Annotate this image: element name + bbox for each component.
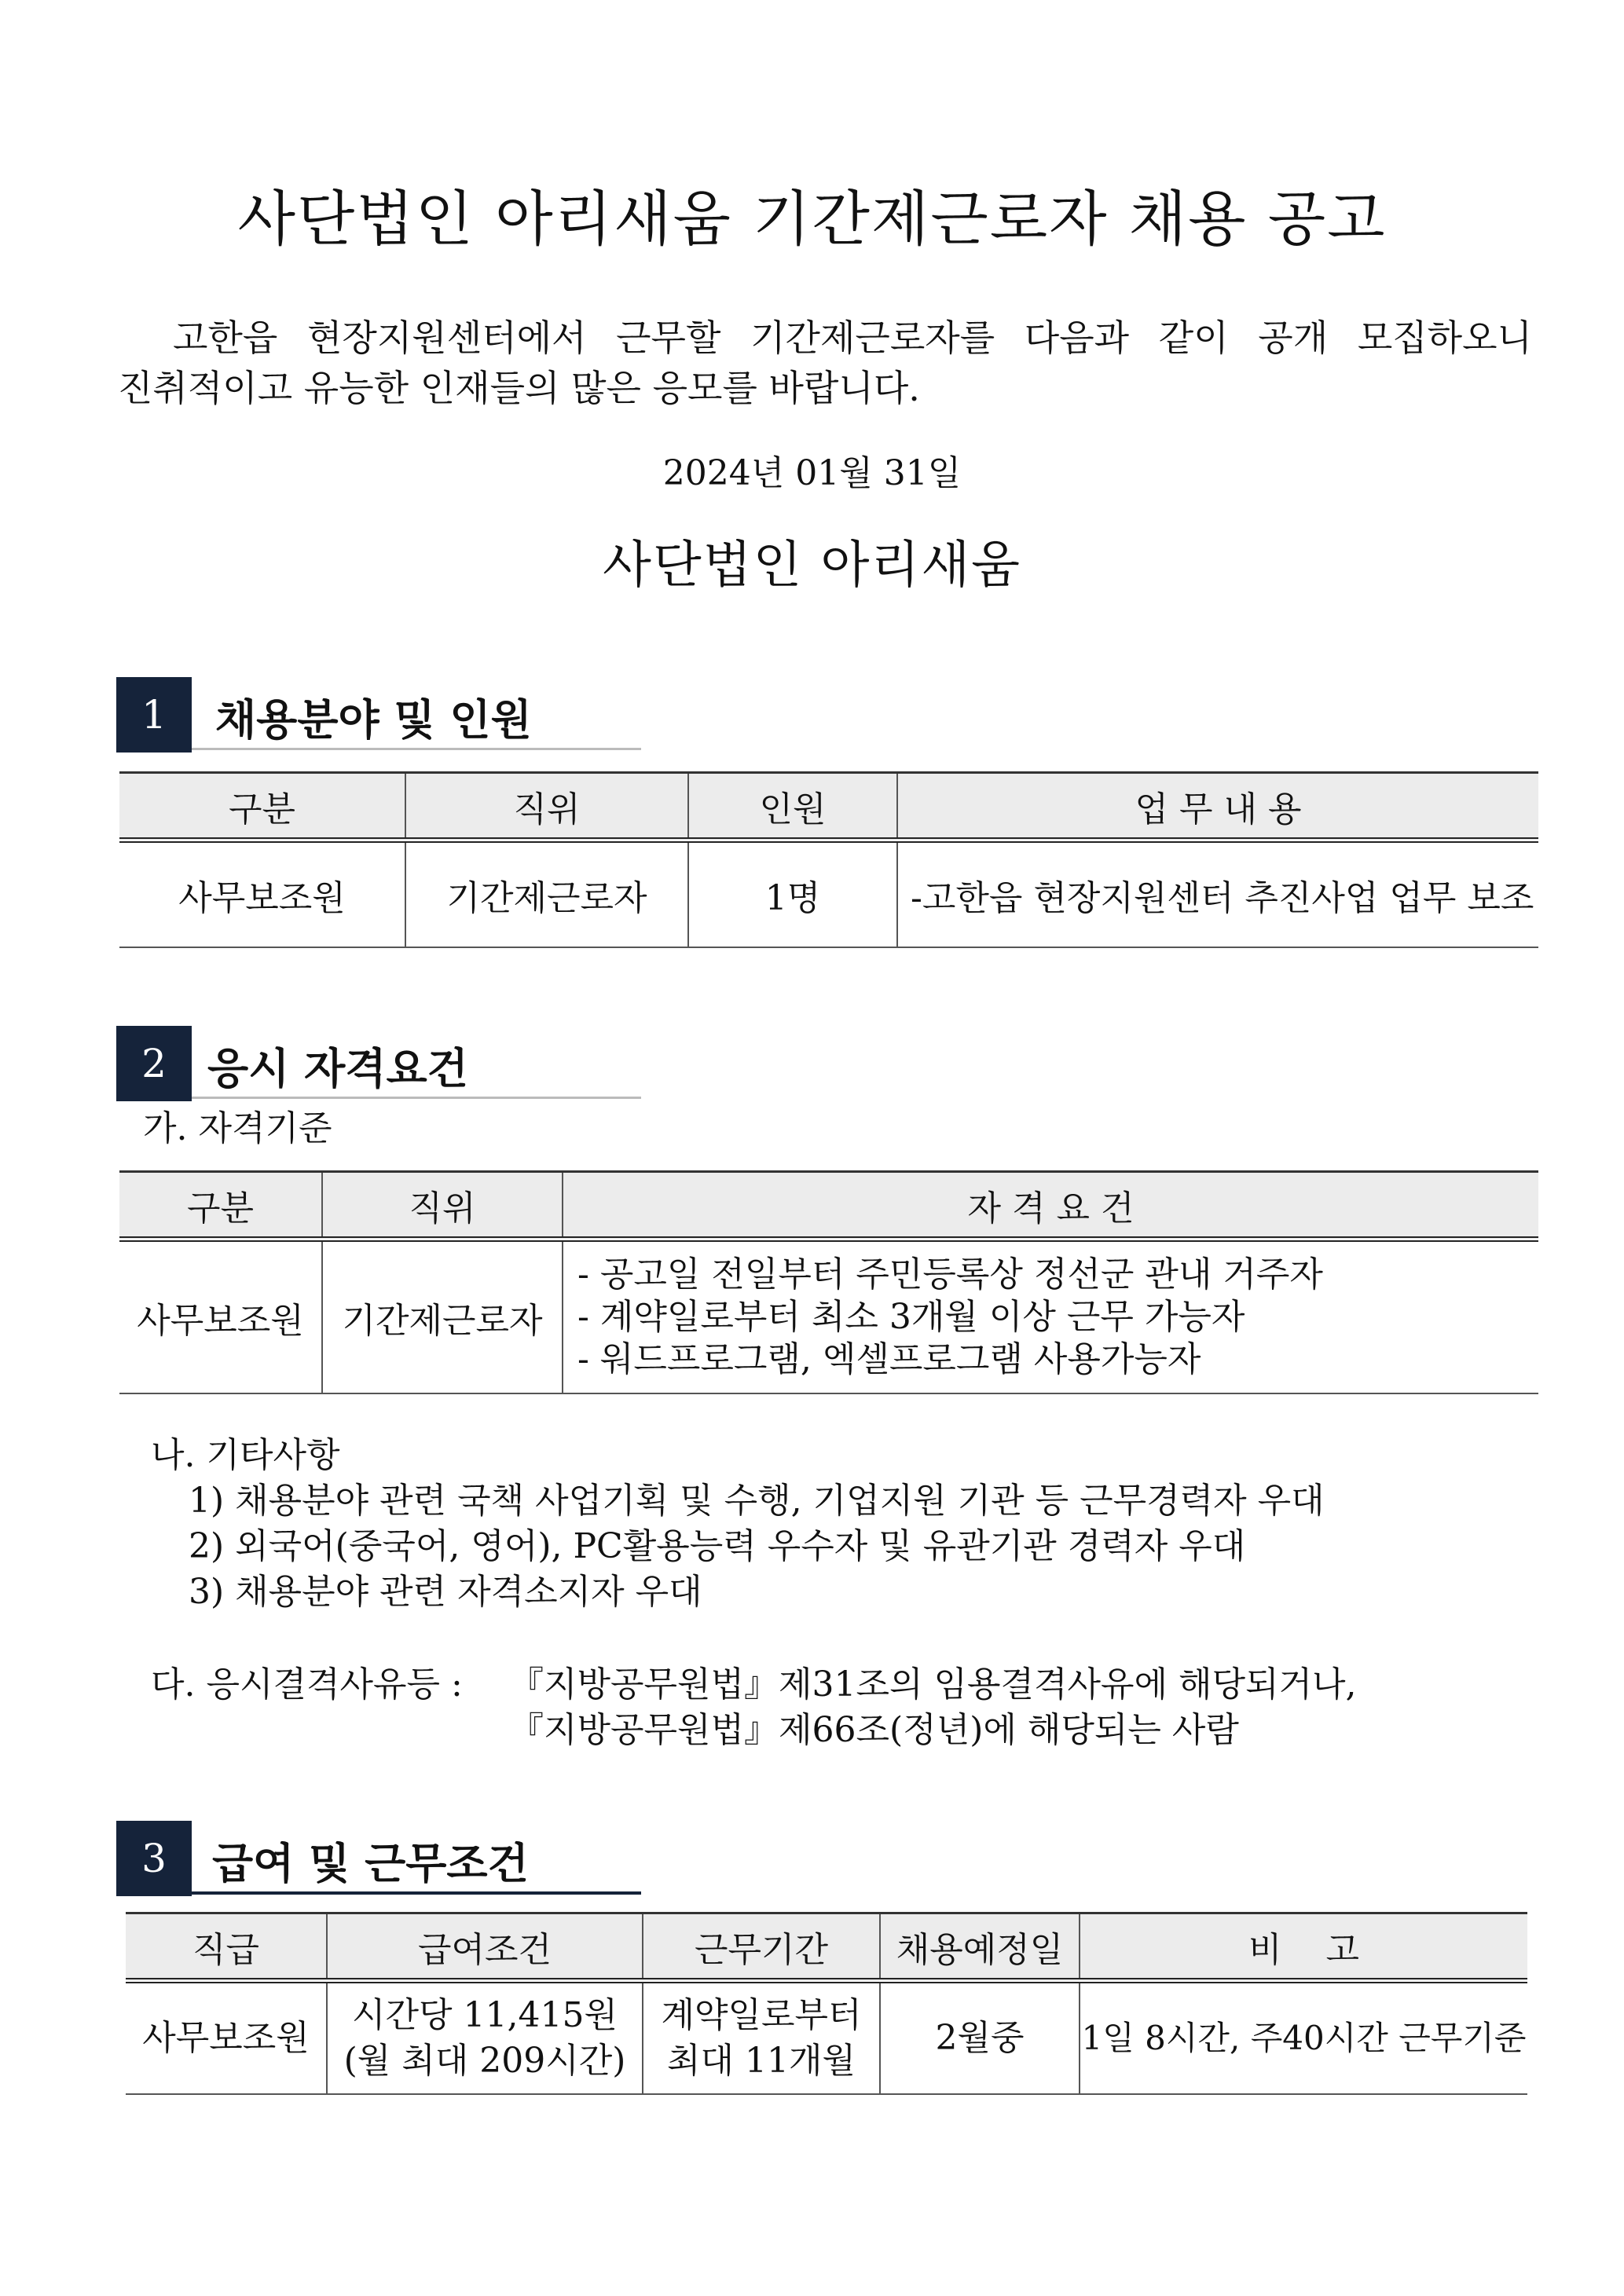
header-grade: 직급: [126, 1913, 327, 1981]
cell-position: 기간제근로자: [322, 1240, 563, 1393]
section-3-number: 3: [116, 1821, 192, 1896]
disqualification-line-1: 『지방공무원법』제31조의 임용결격사유에 해당되거나,: [509, 1664, 1357, 1705]
disqualification-line-2: 『지방공무원법』제66조(정년)에 해당되는 사람: [509, 1710, 1239, 1750]
etc-item-1: 1) 채용분야 관련 국책 사업기획 및 수행, 기업지원 기관 등 근무경력자 우대: [189, 1481, 1325, 1521]
table-row: [119, 1240, 1538, 1393]
pay-line-2: (월 최대 209시간): [343, 2040, 626, 2081]
header-requirements: 자 격 요 건: [563, 1172, 1538, 1240]
cell-note: 1일 8시간, 주40시간 근무기준: [1080, 1981, 1527, 2094]
period-line-1: 계약일로부터: [661, 1994, 862, 2035]
cell-position: 기간제근로자: [405, 840, 688, 947]
cell-pay: [327, 1981, 643, 2094]
header-pay: 급여조건: [327, 1913, 643, 1981]
etc-item-2: 2) 외국어(중국어, 영어), PC활용능력 우수자 및 유관기관 경력자 우대: [189, 1526, 1246, 1566]
disqualification-label: 다. 응시결격사유등 :: [151, 1664, 463, 1705]
intro-line-2: 진취적이고 유능한 인재들의 많은 응모를 바랍니다.: [118, 367, 920, 409]
organization-name: 사단법인 아리새움: [603, 536, 1021, 595]
cell-duties: -고한읍 현장지원센터 추진사업 업무 보조: [897, 840, 1538, 947]
pay-line-1: 시간당 11,415원: [352, 1994, 618, 2035]
intro-paragraph: [118, 313, 1532, 413]
cell-headcount: 1명: [688, 840, 897, 947]
page-title: 사단법인 아리새움 기간제근로자 채용 공고: [237, 184, 1387, 254]
header-note: 비 고: [1080, 1913, 1527, 1981]
intro-line-1: 고한읍 현장지원센터에서 근무할 기간제근로자를 다음과 같이 공개 모집하오니: [173, 317, 1532, 359]
section-2-title: 응시 자격요건: [207, 1044, 468, 1093]
table-row: [119, 840, 1538, 947]
section-1-title: 채용분야 및 인원: [215, 695, 532, 745]
cell-period: [643, 1981, 880, 2094]
salary-table: [126, 1912, 1527, 2095]
section-1-number: 1: [116, 677, 192, 753]
cell-grade: 사무보조원: [126, 1981, 327, 2094]
etc-item-3: 3) 채용분야 관련 자격소지자 우대: [189, 1572, 702, 1612]
cell-category: 사무보조원: [119, 1240, 322, 1393]
section-3-underline: [192, 1891, 641, 1895]
header-category: 구분: [119, 773, 405, 840]
section-3-title: 급여 및 근무조건: [212, 1839, 529, 1888]
section-1-underline: [192, 748, 641, 750]
table-header-row: [119, 773, 1538, 840]
section-2-number: 2: [116, 1026, 192, 1101]
qualification-table: [119, 1170, 1538, 1394]
cell-start-date: 2월중: [880, 1981, 1080, 2094]
requirement-item: - 공고일 전일부터 주민등록상 정선군 관내 거주자: [577, 1254, 1323, 1294]
cell-requirements: [563, 1240, 1538, 1393]
recruitment-table: [119, 771, 1538, 948]
header-position: 직위: [322, 1172, 563, 1240]
table-row: [126, 1981, 1527, 2094]
sub-heading-a: 가. 자격기준: [143, 1108, 332, 1148]
header-position: 직위: [405, 773, 688, 840]
section-2-underline: [192, 1097, 641, 1099]
header-duties: 업 무 내 용: [897, 773, 1538, 840]
sub-heading-b: 나. 기타사항: [151, 1435, 340, 1475]
table-header-row: [119, 1172, 1538, 1240]
header-start-date: 채용예정일: [880, 1913, 1080, 1981]
header-category: 구분: [119, 1172, 322, 1240]
requirement-item: - 워드프로그램, 엑셀프로그램 사용가능자: [577, 1338, 1201, 1379]
table-header-row: [126, 1913, 1527, 1981]
header-headcount: 인원: [688, 773, 897, 840]
announcement-date: 2024년 01월 31일: [662, 453, 962, 493]
header-period: 근무기간: [643, 1913, 880, 1981]
requirement-item: - 계약일로부터 최소 3개월 이상 근무 가능자: [577, 1296, 1245, 1337]
period-line-2: 최대 11개월: [667, 2040, 856, 2081]
cell-category: 사무보조원: [119, 840, 405, 947]
